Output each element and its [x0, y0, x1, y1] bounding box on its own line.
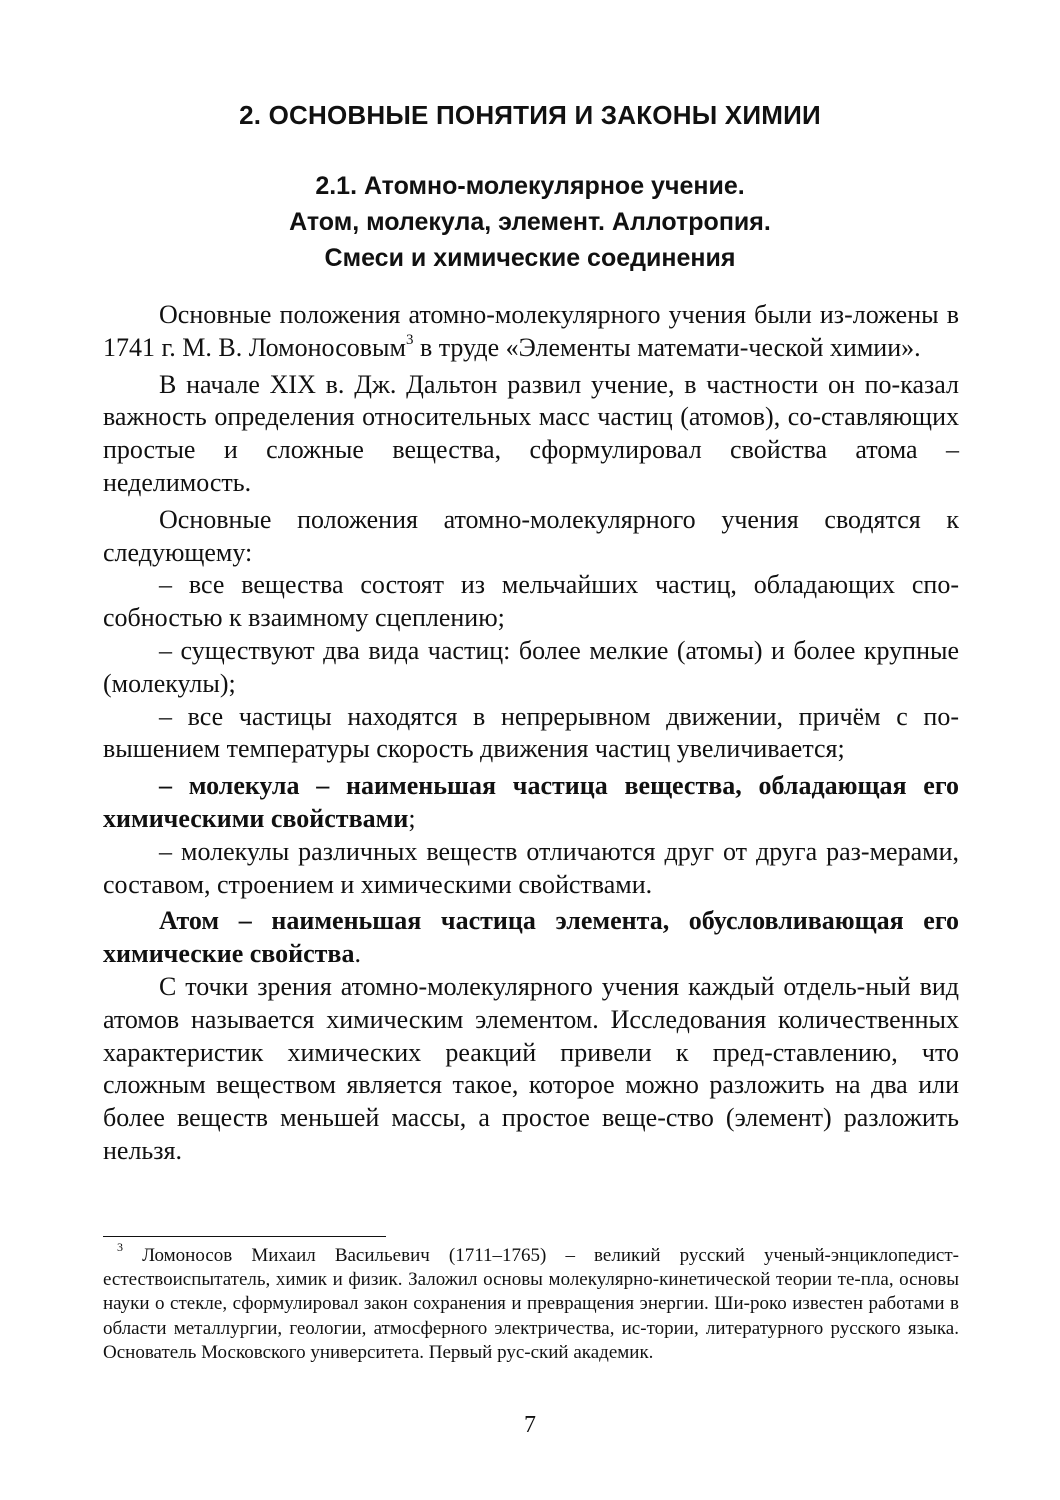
- section-title-line-2: Атом, молекула, элемент. Аллотропия.: [289, 208, 771, 236]
- list-item: – существуют два вида частиц: более мелкие (атомы) и более крупные (молекулы);: [103, 635, 959, 698]
- paragraph-lomonosov-text-end: в труде «Элементы математи-ческой химии».: [413, 332, 921, 362]
- atom-definition: Атом – наименьшая частица элемента, обусловливающая его химические свойства: [103, 906, 959, 969]
- footnote-text: Ломоносов Михаил Васильевич (1711–1765) – великий русский ученый-энциклопедист-естествоиспытатель, химик и физик. Заложил основы молекулярно-кинетической теории те-пла, основы науки о стекле, сформулировал закон сохранения и превращения энергии. Ши-роко известен работами в области металлургии, геологии, атмосферного электричества, ис-тории, литературного русского языка. Основатель Московского университета. Первый рус-ский академик.: [103, 1245, 959, 1363]
- section-title-line-1: 2.1. Атомно-молекулярное учение.: [315, 172, 745, 200]
- paragraph-element: С точки зрения атомно-молекулярного учения каждый отдель-ный вид атомов называется химическим элементом. Исследования количественных характеристик химических реакций привели к пред-ставлению, что сложным веществом является такое, которое можно разложить на два или более веществ меньшей массы, а простое веще-ство (элемент) разложить нельзя.: [103, 971, 959, 1165]
- section-title: [100, 168, 960, 276]
- list-item-molecule-definition: [103, 770, 959, 836]
- footnote-separator: [103, 1236, 386, 1237]
- paragraph-principles-intro: Основные положения атомно-молекулярного учения сводятся к следующему:: [103, 504, 959, 567]
- chapter-title: 2. ОСНОВНЫЕ ПОНЯТИЯ И ЗАКОНЫ ХИМИИ: [239, 100, 821, 130]
- list-item: – молекулы различных веществ отличаются друг от друга раз-мерами, составом, строением и химическими свойствами.: [103, 836, 959, 899]
- paragraph-atom-definition: [103, 905, 959, 971]
- section-title-line-3: Смеси и химические соединения: [324, 244, 736, 272]
- list-item: – все вещества состоят из мельчайших частиц, обладающих спо-собностью к взаимному сцеплению;: [103, 570, 959, 633]
- page-number: 7: [524, 1412, 536, 1438]
- molecule-definition-end: ;: [408, 803, 416, 833]
- paragraph-lomonosov: [103, 299, 959, 365]
- atom-definition-end: .: [354, 939, 361, 969]
- footnote-reference: 3: [405, 332, 414, 349]
- paragraph-dalton: В начале XIX в. Дж. Дальтон развил учение, в частности он по-казал важность определения относительных масс частиц (атомов), со-ставляющих простые и сложные вещества, сформулировал свойства атома – неделимость.: [103, 369, 959, 497]
- body-text: [103, 299, 959, 1168]
- footnote: [103, 1239, 959, 1365]
- paragraph-lomonosov-text: Основные положения атомно-молекулярного учения были из-ложены в 1741 г. М. В. Ломоносовым: [103, 300, 959, 362]
- list-item: – все частицы находятся в непрерывном движении, причём с по-вышением температуры скорость движения частиц увеличивается;: [103, 701, 959, 764]
- molecule-definition: – молекула – наименьшая частица вещества, обладающая его химическими свойствами: [103, 771, 959, 833]
- footnote-mark: 3: [117, 1239, 123, 1254]
